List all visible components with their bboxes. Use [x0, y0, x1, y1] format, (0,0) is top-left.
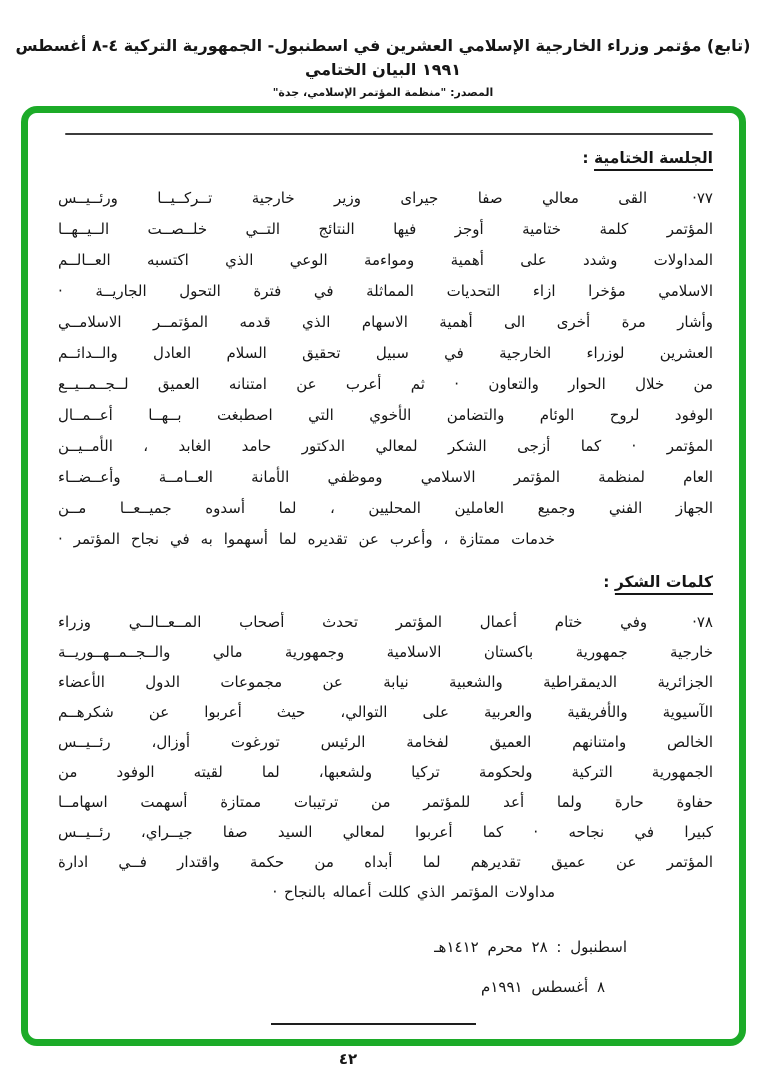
- document-title: (تابع) مؤتمر وزراء الخارجية الإسلامي العشرين في اسطنبول- الجمهورية التركية ٤-٨ أغسطس ١٩٩١ البيان الختامي: [15, 36, 751, 79]
- date-block: [58, 927, 713, 1007]
- paragraph-line: الاسلامي مؤخرا ازاء التحديات المماثلة في فترة التحول الجاريــة ·: [58, 282, 713, 300]
- paragraph-78: [58, 607, 713, 907]
- heading-underlined-text: الجلسة الختامية: [594, 149, 713, 167]
- paragraph-line: خارجية جمهورية باكستان الاسلامية وجمهورية مالي والــجــمــهــوريــة: [58, 643, 713, 661]
- paragraph-line: الجمهورية التركية ولحكومة تركيا ولشعبها، لما لقيته الوفود من: [58, 763, 713, 781]
- paragraph-line: المداولات وشدد على أهمية ومواءمة الوعي الذي اكتسبه العــالــم: [58, 251, 713, 269]
- paragraph-77: [58, 183, 713, 555]
- paragraph-line: المؤتمر عن عميق تقديرهم لما أبداه من حكمة واقتدار فــي ادارة: [58, 853, 713, 871]
- paragraph-line: العام لمنظمة المؤتمر الاسلامي وموظفي الأمانة العــامــة وأعــضــاء: [58, 468, 713, 486]
- page-number: ٤٢: [338, 1050, 358, 1068]
- page-edge-scan-line: [65, 133, 713, 135]
- paragraph-line: حفاوة حارة ولما أعد للمؤتمر من ترتيبات ممتازة أسهمت اسهامــا: [58, 793, 713, 811]
- paragraph-line: كبيرا في نجاحه · كما أعربوا لمعالي السيد صفا جيــراي، رئــيــس: [58, 823, 713, 841]
- source-line: المصدر: "منظمة المؤتمر الإسلامي، جدة": [272, 86, 494, 99]
- paragraph-line: المؤتمر · كما أزجى الشكر لمعالي الدكتور حامد الغابد ، الأمــيــن: [58, 437, 713, 455]
- paragraph-line: ٧٨· وفي ختام أعمال المؤتمر تحدث أصحاب المــعــالــي وزراء: [58, 613, 713, 631]
- paragraph-line: مداولات المؤتمر الذي كللت أعماله بالنجاح ·: [272, 883, 555, 901]
- date-place-hijri-line: اسطنبول : ٢٨ محرم ١٤١٢هـ: [434, 938, 627, 956]
- paragraph-line: المؤتمر كلمة ختامية أوجز فيها النتائج التــي خلــصــت الــيــهــا: [58, 220, 713, 238]
- section-heading-thanks: [58, 573, 713, 591]
- paragraph-line: من خلال الحوار والتعاون · ثم أعرب عن امتنانه العميق لــجــمــيــع: [58, 375, 713, 393]
- heading-underlined-text: كلمات الشكر: [614, 573, 713, 591]
- paragraph-line: وأشار مرة أخرى الى أهمية الاسهام الذي قدمه المؤتمــر الاسلامــي: [58, 313, 713, 331]
- heading-colon: :: [582, 149, 595, 167]
- paragraph-line: الآسيوية والأفريقية والعربية على التوالي، حيث أعربوا عن شكرهــم: [58, 703, 713, 721]
- page-header: [0, 34, 766, 99]
- closing-rule: [271, 1023, 476, 1025]
- paragraph-line: الجهاز الفني وجميع العاملين المحليين ، لما أسدوه جميــعــا مــن: [58, 499, 713, 517]
- date-gregorian-line: ٨ أغسطس ١٩٩١م: [481, 978, 605, 996]
- paragraph-line: ٧٧· القى معالي صفا جيراى وزير خارجية تــركــيــا ورئــيــس: [58, 189, 713, 207]
- paragraph-line: الخالص وامتنانهم العميق لفخامة الرئيس تورغوت أوزال، رئــيــس: [58, 733, 713, 751]
- document-frame: [21, 106, 746, 1046]
- section-heading-closing-session: [58, 149, 713, 167]
- heading-colon: :: [603, 573, 615, 591]
- paragraph-line: خدمات ممتازة ، وأعرب عن تقديره لما أسهموا به في نجاح المؤتمر ·: [58, 530, 555, 548]
- paragraph-line: العشرين لوزراء الخارجية في سبيل تحقيق السلام العادل والــدائــم: [58, 344, 713, 362]
- paragraph-line: الوفود لروح الوئام والتضامن الأخوي التي اصطبغت بــهــا أعــمــال: [58, 406, 713, 424]
- paragraph-line: الجزائرية الديمقراطية والشعبية نيابة عن مجموعات الدول الأعضاء: [58, 673, 713, 691]
- document-body: [28, 113, 739, 1039]
